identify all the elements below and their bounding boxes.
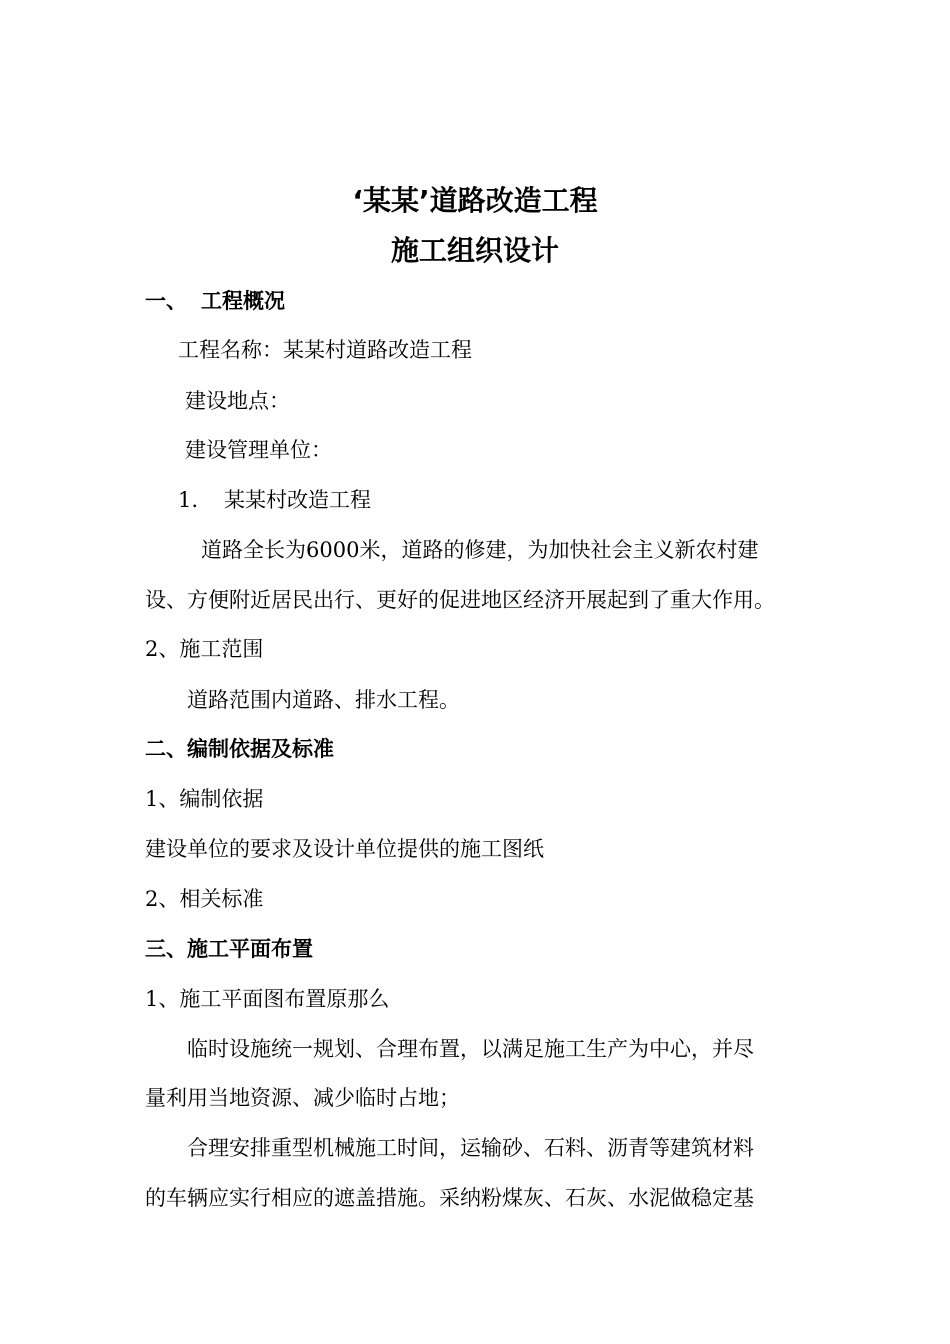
location-line: 建设地点：: [185, 389, 290, 413]
section2-item1-heading: 1、编制依据: [145, 787, 264, 811]
section2-heading: 二、编制依据及标准: [145, 737, 334, 761]
item1-heading: [178, 485, 371, 515]
item1-title: 某某村改造工程: [224, 488, 371, 512]
section3-heading: 三、施工平面布置: [145, 937, 313, 961]
item1-paragraph-line2: 设、方便附近居民出行、更好的促进地区经济开展起到了重大作用。: [145, 588, 775, 612]
document-title-line2: 施工组织设计: [390, 234, 559, 267]
section1-number: 一、: [145, 289, 187, 313]
section2-item1-paragraph: 建设单位的要求及设计单位提供的施工图纸: [145, 837, 544, 861]
section3-paragraph2-line1: 合理安排重型机械施工时间，运输砂、石料、沥青等建筑材料: [187, 1136, 754, 1160]
section1-heading: [145, 286, 285, 316]
item2-heading: 2、施工范围: [145, 637, 264, 661]
item1-number: 1.: [178, 488, 199, 512]
section3-item1-heading: 1、施工平面图布置原那么: [145, 987, 390, 1011]
section3-paragraph1-line1: 临时设施统一规划、合理布置，以满足施工生产为中心，并尽: [187, 1037, 754, 1061]
section1-title: 工程概况: [201, 289, 285, 313]
management-unit-line: 建设管理单位：: [185, 438, 332, 462]
item1-paragraph-text1: 道路全长为6000米，道路的修建，为加快社会主义新农村建: [201, 538, 759, 562]
section3-paragraph1-line2: 量利用当地资源、减少临时占地；: [145, 1086, 460, 1110]
item1-paragraph-line1: [145, 535, 807, 565]
section3-paragraph2-line2: 的车辆应实行相应的遮盖措施。采纳粉煤灰、石灰、水泥做稳定基: [145, 1186, 754, 1210]
section2-item2-heading: 2、相关标准: [145, 887, 264, 911]
project-name-line: 工程名称：某某村道路改造工程: [178, 338, 472, 362]
document-title-line1: ‘某某’道路改造工程: [352, 184, 598, 217]
item2-paragraph: 道路范围内道路、排水工程。: [187, 688, 460, 712]
